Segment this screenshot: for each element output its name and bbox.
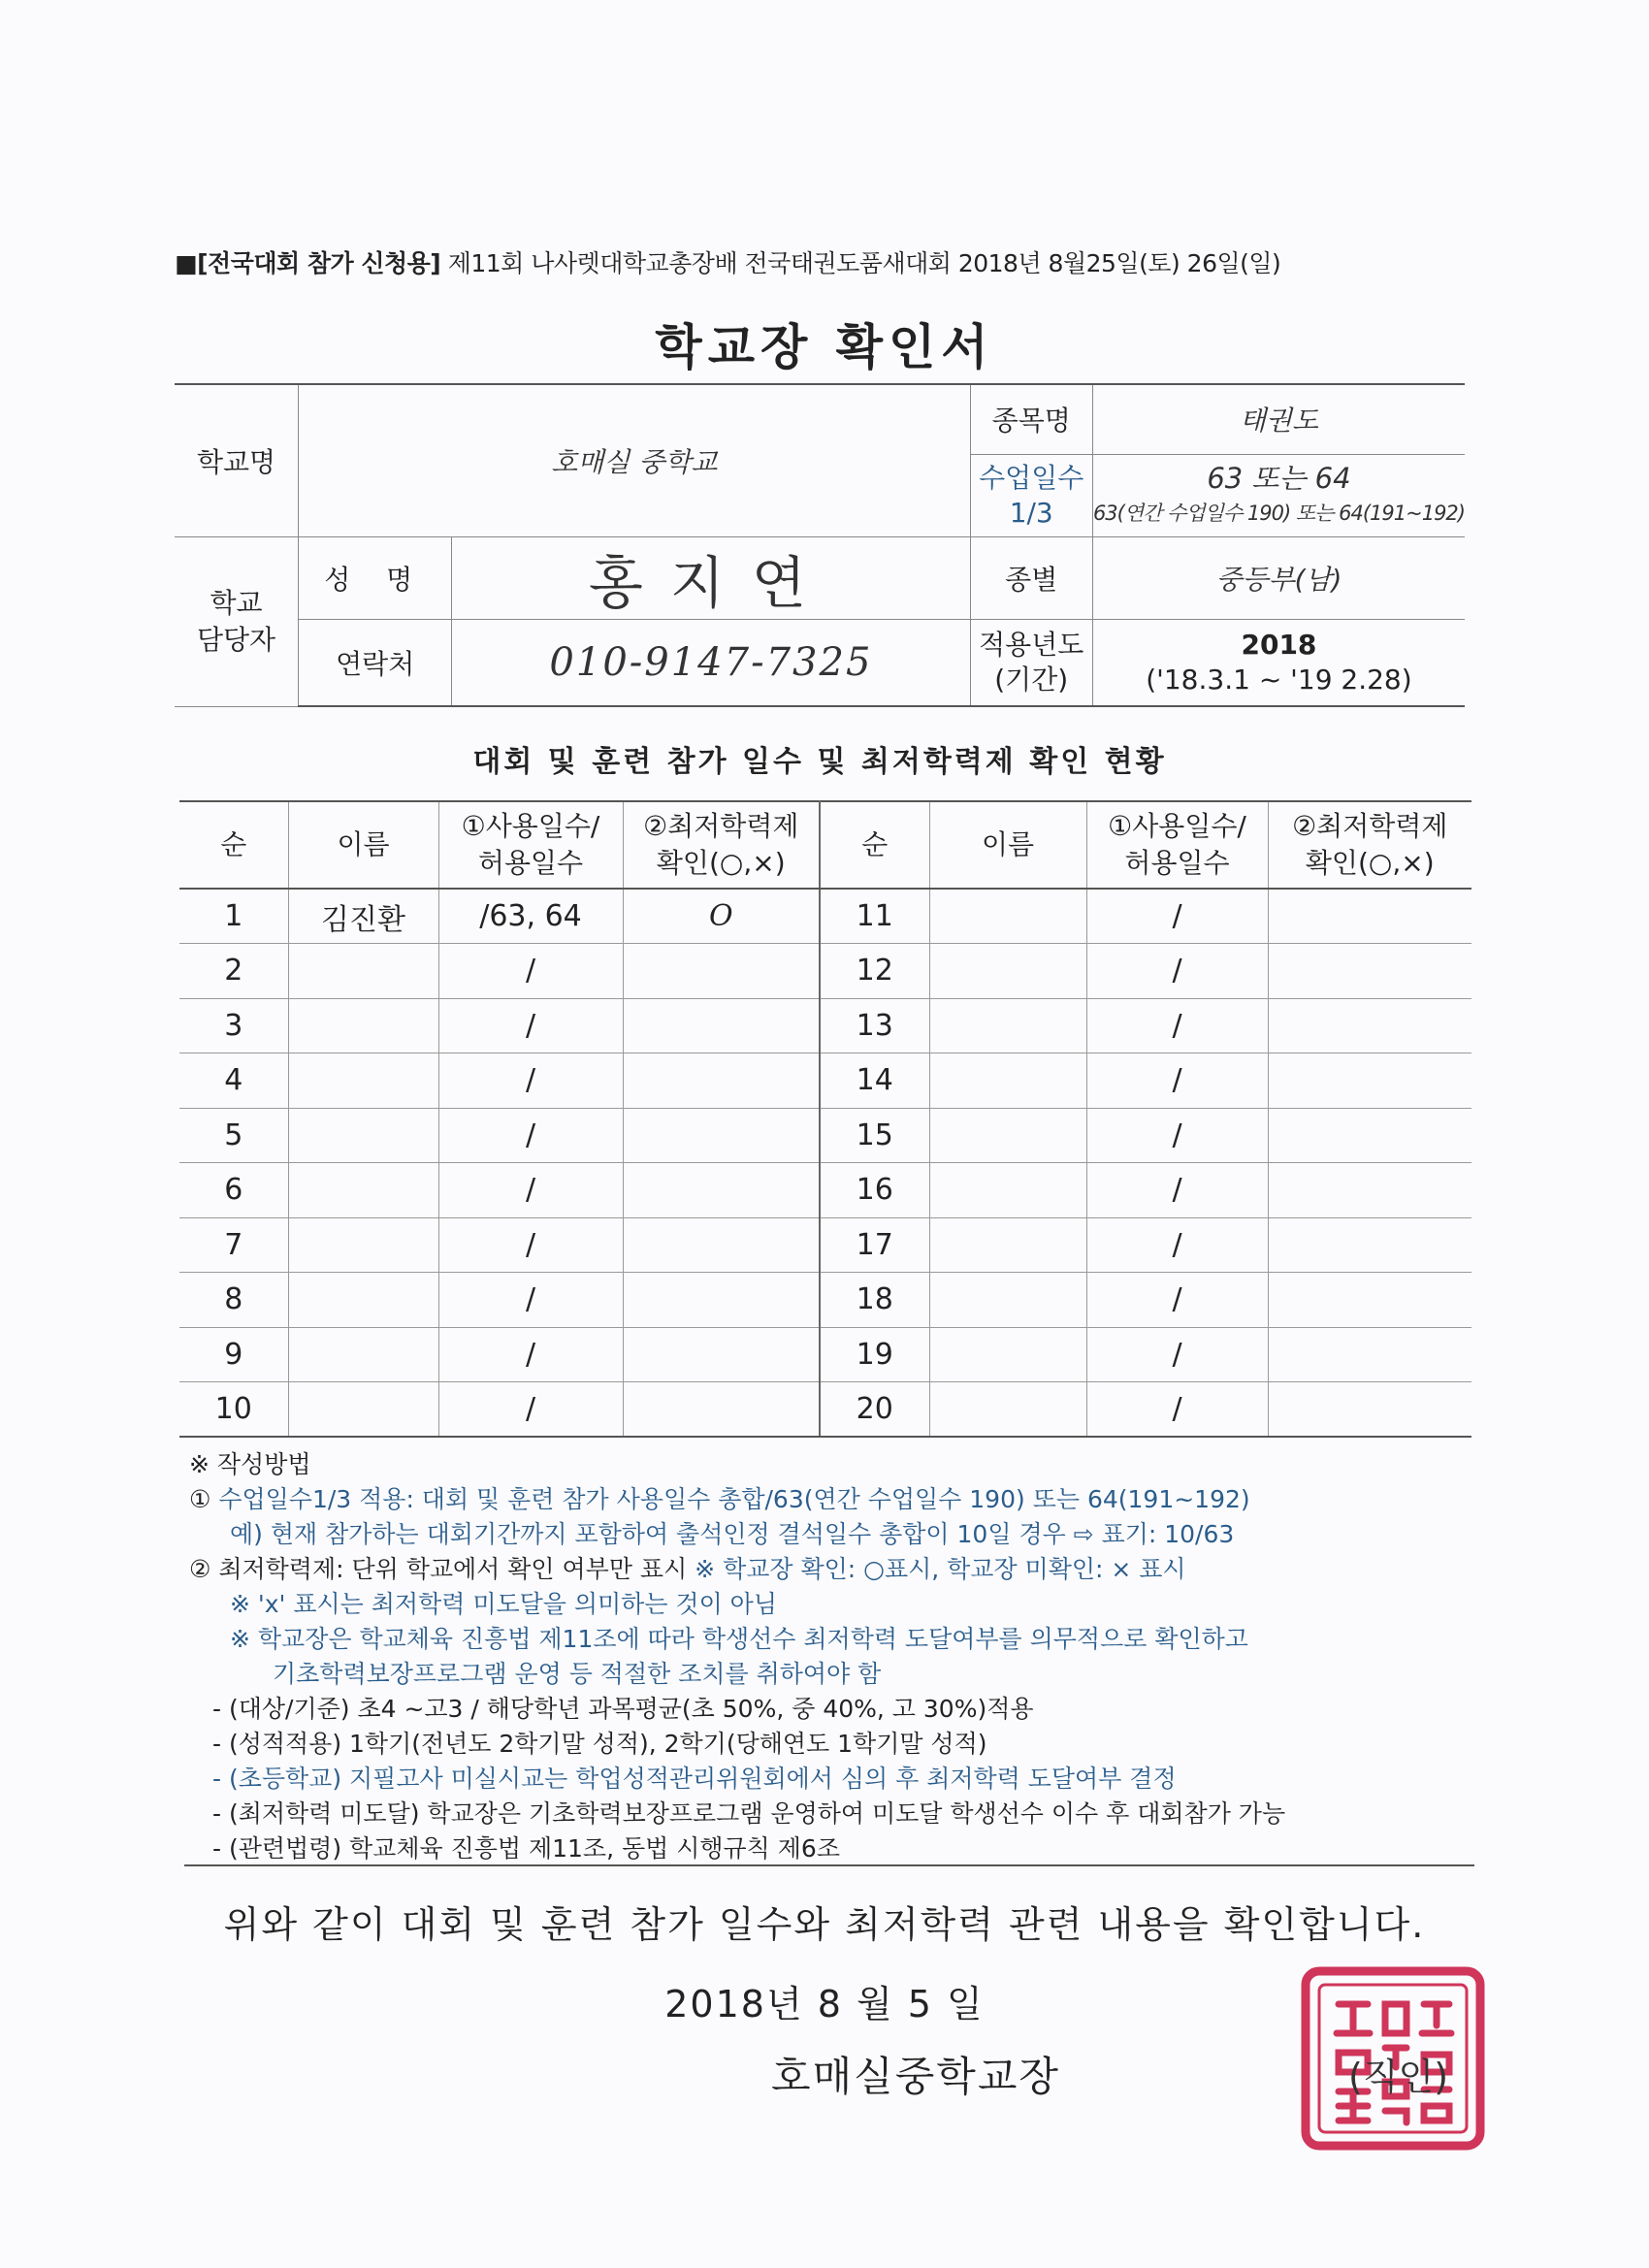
cell-l-no: 9 — [179, 1327, 288, 1382]
cell-l-no: 2 — [179, 944, 288, 999]
section-subtitle: 대회 및 훈련 참가 일수 및 최저학력제 확인 현황 — [472, 745, 1167, 779]
cell-r-days: / — [1086, 1327, 1268, 1382]
cell-r-no: 12 — [820, 944, 929, 999]
cell-r-days: / — [1086, 1163, 1268, 1218]
cell-r-check — [1268, 1163, 1471, 1218]
year-label-1: 적용년도 — [979, 628, 1084, 661]
cell-l-no: 5 — [179, 1108, 288, 1163]
cell-r-days: / — [1086, 1108, 1268, 1163]
cell-l-days: / — [438, 1327, 623, 1382]
cell-r-days: / — [1086, 998, 1268, 1053]
cell-l-days: / — [438, 998, 623, 1053]
cell-l-name: 김진환 — [288, 889, 438, 944]
notes-line-9: - (초등학교) 지필고사 미실시교는 학업성적관리위원회에서 심의 후 최저학력 도달여부 결정 — [212, 1765, 1177, 1793]
header-text: 제11회 나사렛대학교총장배 전국태권도품새대회 2018년 8월25일(토) 26일(일) — [447, 249, 1281, 277]
table-row — [179, 1053, 1471, 1109]
manager-label-2: 담당자 — [196, 623, 276, 656]
cell-r-name — [929, 1163, 1086, 1218]
table-row — [179, 944, 1471, 999]
page-title: 학교장 확인서 — [655, 319, 994, 375]
classdays-label-1: 수업일수 — [979, 461, 1084, 494]
cell-r-no: 19 — [820, 1327, 929, 1382]
table-row — [179, 1163, 1471, 1218]
cell-l-check — [623, 1382, 820, 1438]
cell-r-no: 20 — [820, 1382, 929, 1438]
cell-l-check — [623, 1163, 820, 1218]
header-prefix: ■[전국대회 참가 신청용] — [175, 249, 441, 277]
header-check-left-1: ②최저학력제 — [643, 810, 799, 842]
notes-line-11: - (관련법령) 학교체육 진흥법 제11조, 동법 시행규칙 제6조 — [212, 1834, 840, 1863]
cell-l-name — [288, 1382, 438, 1438]
divider — [184, 1864, 1474, 1866]
cell-l-no: 7 — [179, 1217, 288, 1273]
division-value: 중등부(남) — [1092, 536, 1465, 619]
manager-label — [175, 536, 299, 706]
cell-r-name — [929, 1327, 1086, 1382]
cell-l-days: / — [438, 944, 623, 999]
name-label: 성 명 — [299, 536, 452, 619]
cell-l-name — [288, 1053, 438, 1109]
cell-l-check — [623, 944, 820, 999]
notes-line-3 — [189, 1552, 1479, 1587]
event-value: 태권도 — [1092, 384, 1465, 454]
header-check-right-2: 확인(○,×) — [1305, 847, 1435, 879]
header-no-right: 순 — [820, 801, 929, 889]
info-table — [175, 383, 1465, 707]
year-label — [970, 619, 1092, 706]
manager-label-1: 학교 — [210, 586, 263, 619]
table-row — [179, 998, 1471, 1053]
cell-l-no: 1 — [179, 889, 288, 944]
classdays-value-cell — [1092, 454, 1465, 536]
header-no-left: 순 — [179, 801, 288, 889]
classdays-note: 63(연간 수업일수 190) 또는 64(191~192) — [1092, 501, 1465, 525]
cell-r-days: / — [1086, 1273, 1268, 1328]
year-value: 2018 — [1241, 628, 1317, 661]
notes-heading: ※ 작성방법 — [189, 1450, 311, 1478]
cell-r-no: 13 — [820, 998, 929, 1053]
cell-l-check — [623, 1327, 820, 1382]
cell-r-check — [1268, 1217, 1471, 1273]
contact-value: 010-9147-7325 — [452, 619, 970, 706]
cell-l-name — [288, 1163, 438, 1218]
notes-line-8: - (성적적용) 1학기(전년도 2학기말 성적), 2학기(당해연도 1학기말 성적) — [212, 1730, 987, 1758]
cell-l-name — [288, 1217, 438, 1273]
notes-line-2: 예) 현재 참가하는 대회기간까지 포함하여 출석인정 결석일수 총합이 10일 경우 ⇨ 표기: 10/63 — [230, 1520, 1235, 1548]
issue-date: 2018년 8 월 5 일 — [664, 1983, 985, 2025]
instructions — [189, 1447, 1479, 1866]
header-days-left-1: ①사용일수/ — [461, 810, 600, 842]
cell-r-check — [1268, 1053, 1471, 1109]
cell-r-check — [1268, 1108, 1471, 1163]
notes-line-1-text: 수업일수1/3 적용: 대회 및 훈련 참가 사용일수 총합/63(연간 수업일수 190) 또는 64(191~192) — [218, 1485, 1250, 1513]
cell-l-no: 3 — [179, 998, 288, 1053]
classdays-label-2: 1/3 — [1009, 496, 1053, 529]
school-label: 학교명 — [175, 384, 299, 536]
header-days-left — [438, 801, 623, 889]
header-days-left-2: 허용일수 — [477, 847, 584, 879]
cell-r-check — [1268, 1327, 1471, 1382]
cell-l-check — [623, 1053, 820, 1109]
cell-l-name — [288, 1108, 438, 1163]
header-check-left-2: 확인(○,×) — [656, 847, 786, 879]
year-value-cell — [1092, 619, 1465, 706]
cell-l-no: 4 — [179, 1053, 288, 1109]
signer-name: 호매실중학교장 — [771, 2053, 1061, 2100]
cell-l-no: 8 — [179, 1273, 288, 1328]
header-name-right: 이름 — [929, 801, 1086, 889]
cell-r-check — [1268, 998, 1471, 1053]
table-row — [179, 1108, 1471, 1163]
seal-label: (직인) — [1348, 2056, 1449, 2098]
name-value: 홍지연 — [452, 536, 970, 619]
notes-line-10: - (최저학력 미도달) 학교장은 기초학력보장프로그램 운영하여 미도달 학생선수 이수 후 대회참가 가능 — [212, 1799, 1286, 1828]
table-row — [179, 1382, 1471, 1438]
cell-l-name — [288, 1273, 438, 1328]
table-row — [179, 1327, 1471, 1382]
event-label: 종목명 — [970, 384, 1092, 454]
header-days-right-1: ①사용일수/ — [1108, 810, 1246, 842]
table-row — [179, 889, 1471, 944]
cell-r-check — [1268, 944, 1471, 999]
cell-l-check: O — [623, 889, 820, 944]
cell-l-days: / — [438, 1217, 623, 1273]
cell-r-name — [929, 1382, 1086, 1438]
cell-r-name — [929, 1053, 1086, 1109]
cell-r-days: / — [1086, 944, 1268, 999]
cell-r-name — [929, 998, 1086, 1053]
cell-l-check — [623, 998, 820, 1053]
notes-line-6: 기초학력보장프로그램 운영 등 적절한 조치를 취하여야 함 — [273, 1660, 882, 1688]
cell-l-no: 10 — [179, 1382, 288, 1438]
cell-r-name — [929, 944, 1086, 999]
notes-line-3b: ※ 학교장 확인: ○표시, 학교장 미확인: × 표시 — [695, 1555, 1186, 1583]
table-row — [179, 1273, 1471, 1328]
cell-l-days: / — [438, 1053, 623, 1109]
notes-line-5: ※ 학교장은 학교체육 진흥법 제11조에 따라 학생선수 최저학력 도달여부를 의무적으로 확인하고 — [230, 1625, 1248, 1653]
notes-line-1-num: ① — [189, 1485, 219, 1513]
table-row — [179, 1217, 1471, 1273]
confirm-statement: 위와 같이 대회 및 훈련 참가 일수와 최저학력 관련 내용을 확인합니다. — [223, 1903, 1426, 1946]
cell-r-days: / — [1086, 1382, 1268, 1438]
cell-l-check — [623, 1217, 820, 1273]
table-header-row — [179, 801, 1471, 889]
cell-r-name — [929, 1108, 1086, 1163]
contact-label: 연락처 — [299, 619, 452, 706]
cell-r-no: 15 — [820, 1108, 929, 1163]
cell-r-check — [1268, 1382, 1471, 1438]
division-label: 종별 — [970, 536, 1092, 619]
cell-r-no: 14 — [820, 1053, 929, 1109]
cell-l-name — [288, 944, 438, 999]
cell-l-days: / — [438, 1382, 623, 1438]
year-period: ('18.3.1 ~ '19 2.28) — [1146, 663, 1412, 696]
cell-r-name — [929, 1273, 1086, 1328]
cell-r-check — [1268, 1273, 1471, 1328]
cell-r-days: / — [1086, 889, 1268, 944]
header-check-left — [623, 801, 820, 889]
cell-r-no: 18 — [820, 1273, 929, 1328]
cell-r-no: 16 — [820, 1163, 929, 1218]
cell-l-days: / — [438, 1273, 623, 1328]
cell-r-check — [1268, 889, 1471, 944]
school-value: 호매실 중학교 — [299, 384, 970, 536]
cell-l-days: / — [438, 1108, 623, 1163]
cell-r-name — [929, 889, 1086, 944]
cell-l-check — [623, 1273, 820, 1328]
classdays-label — [970, 454, 1092, 536]
cell-l-name — [288, 1327, 438, 1382]
cell-r-no: 11 — [820, 889, 929, 944]
header-days-right — [1086, 801, 1268, 889]
header-line — [175, 244, 1280, 279]
header-check-right — [1268, 801, 1471, 889]
cell-l-check — [623, 1108, 820, 1163]
cell-r-name — [929, 1217, 1086, 1273]
notes-line-4: ※ 'x' 표시는 최저학력 미도달을 의미하는 것이 아님 — [230, 1590, 777, 1618]
notes-line-7: - (대상/기준) 초4 ~고3 / 해당학년 과목평균(초 50%, 중 40%, 고 30%)적용 — [212, 1695, 1034, 1723]
notes-line-3a: ② 최저학력제: 단위 학교에서 확인 여부만 표시 — [189, 1555, 695, 1583]
cell-l-no: 6 — [179, 1163, 288, 1218]
header-days-right-2: 허용일수 — [1124, 847, 1230, 879]
notes-line-1 — [189, 1482, 1479, 1517]
cell-l-days: /63, 64 — [438, 889, 623, 944]
cell-r-no: 17 — [820, 1217, 929, 1273]
year-label-2: (기간) — [994, 663, 1069, 696]
cell-r-days: / — [1086, 1217, 1268, 1273]
cell-l-name — [288, 998, 438, 1053]
classdays-value: 63 또는 64 — [1207, 461, 1351, 495]
participation-table — [179, 800, 1471, 1438]
cell-l-days: / — [438, 1163, 623, 1218]
cell-r-days: / — [1086, 1053, 1268, 1109]
header-check-right-1: ②최저학력제 — [1292, 810, 1448, 842]
header-name-left: 이름 — [288, 801, 438, 889]
